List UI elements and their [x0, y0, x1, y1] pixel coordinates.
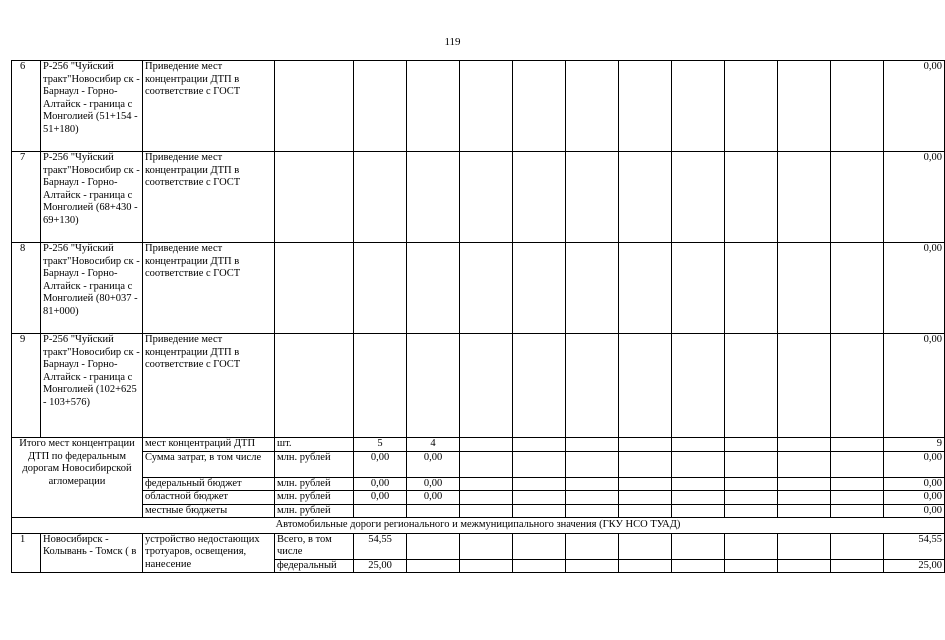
road-action: Приведение мест концентрации ДТП в соответствие с ГОСТ: [143, 243, 275, 334]
row-total: 0,00: [884, 334, 945, 438]
road-object: Новосибирск - Колывань - Томск ( в: [41, 533, 143, 573]
section-header-row: [12, 518, 945, 534]
summary-unit: млн. рублей: [275, 504, 354, 518]
summary-unit: шт.: [275, 438, 354, 452]
summary-total: 0,00: [884, 491, 945, 505]
page-number: 119: [444, 36, 461, 48]
summary-indicator: федеральный бюджет: [143, 477, 275, 491]
road-object: Р-256 "Чуйский тракт"Новосибир ск - Барнаул - Горно-Алтайск - граница с Монголией (80+037 - 81+000): [41, 243, 143, 334]
summary-value-2: 4: [407, 438, 460, 452]
funding-value-1: 25,00: [354, 559, 407, 573]
summary-indicator: Сумма затрат, в том числе: [143, 451, 275, 477]
summary-unit: млн. рублей: [275, 477, 354, 491]
summary-value-1: 0,00: [354, 477, 407, 491]
row-number: 1: [12, 533, 41, 573]
section-title: Автомобильные дороги регионального и межмуниципального значения (ГКУ НСО ТУАД): [12, 518, 945, 534]
summary-row: [12, 491, 945, 505]
row-total: 0,00: [884, 61, 945, 152]
funding-unit: Всего, в том числе: [275, 533, 354, 559]
summary-row: [12, 504, 945, 518]
summary-total: 0,00: [884, 477, 945, 491]
summary-value-2: 0,00: [407, 491, 460, 505]
summary-label: Итого мест концентрации ДТП по федеральным дорогам Новосибирской агломерации: [12, 438, 143, 518]
row-number: 6: [12, 61, 41, 152]
table-row: [12, 61, 945, 152]
funding-unit: федеральный: [275, 559, 354, 573]
summary-indicator: местные бюджеты: [143, 504, 275, 518]
summary-row: [12, 451, 945, 477]
summary-total: 0,00: [884, 451, 945, 477]
row-total: 0,00: [884, 152, 945, 243]
summary-value-1: [354, 504, 407, 518]
program-table: [11, 60, 945, 573]
summary-indicator: областной бюджет: [143, 491, 275, 505]
summary-row: [12, 438, 945, 452]
summary-unit: млн. рублей: [275, 491, 354, 505]
table-row: [12, 334, 945, 438]
road-object: Р-256 "Чуйский тракт"Новосибир ск - Барнаул - Горно-Алтайск - граница с Монголией (102+625 - 103+576): [41, 334, 143, 438]
summary-total: 9: [884, 438, 945, 452]
road-action: устройство недостающих тротуаров, освещения, нанесение: [143, 533, 275, 573]
funding-total: 54,55: [884, 533, 945, 559]
summary-value-1: 0,00: [354, 451, 407, 477]
road-action: Приведение мест концентрации ДТП в соответствие с ГОСТ: [143, 334, 275, 438]
road-object: Р-256 "Чуйский тракт"Новосибир ск - Барнаул - Горно-Алтайск - граница с Монголией (68+430 - 69+130): [41, 152, 143, 243]
summary-value-1: 0,00: [354, 491, 407, 505]
summary-row: [12, 477, 945, 491]
funding-value-1: 54,55: [354, 533, 407, 559]
road-action: Приведение мест концентрации ДТП в соответствие с ГОСТ: [143, 152, 275, 243]
summary-value-2: 0,00: [407, 451, 460, 477]
row-number: 8: [12, 243, 41, 334]
table-row: [12, 243, 945, 334]
table-row: [12, 152, 945, 243]
table-row: [12, 533, 945, 559]
road-action: Приведение мест концентрации ДТП в соответствие с ГОСТ: [143, 61, 275, 152]
row-number: 9: [12, 334, 41, 438]
summary-total: 0,00: [884, 504, 945, 518]
summary-unit: млн. рублей: [275, 451, 354, 477]
summary-value-2: [407, 504, 460, 518]
row-number: 7: [12, 152, 41, 243]
road-object: Р-256 "Чуйский тракт"Новосибир ск - Барнаул - Горно-Алтайск - граница с Монголией (51+154 - 51+180): [41, 61, 143, 152]
summary-value-1: 5: [354, 438, 407, 452]
row-total: 0,00: [884, 243, 945, 334]
funding-total: 25,00: [884, 559, 945, 573]
summary-indicator: мест концентраций ДТП: [143, 438, 275, 452]
summary-value-2: 0,00: [407, 477, 460, 491]
